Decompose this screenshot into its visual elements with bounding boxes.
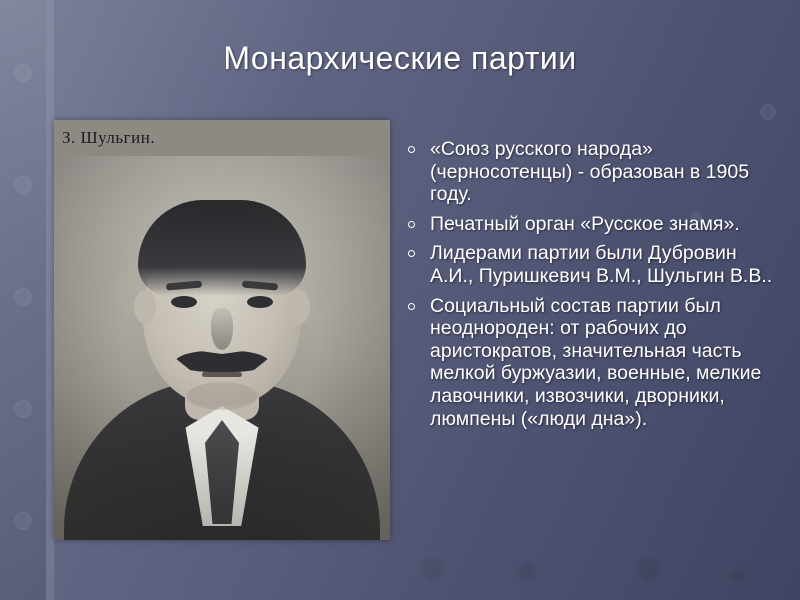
decorative-dot [14,512,32,530]
bullet-text: Лидерами партии были Дубровин А.И., Пуришкевич В.М., Шульгин В.В.. [430,242,773,288]
decorative-dot [516,560,538,582]
decorative-dot [760,104,776,120]
decorative-dot [420,556,446,582]
bullet-item [404,138,776,206]
bullet-list [404,138,776,437]
bullet-marker-icon [408,303,415,310]
bullet-text: Социальный состав партии был неоднороден: от рабочих до аристократов, значительная часть мелкой буржуазии, военные, мелкие лавочники, извозчики, дворники, люмпены («люди дна»). [430,294,762,430]
decorative-dot [14,176,32,194]
decorative-left-band-highlight [46,0,54,600]
bullet-text: Печатный орган «Русское знамя». [430,212,740,235]
bullet-marker-icon [408,146,415,153]
bullet-marker-icon [408,250,415,257]
portrait-image [54,120,390,540]
bullet-item [404,242,776,287]
bullet-item [404,213,776,236]
portrait-caption: З. Шульгин. [62,128,156,147]
bullet-marker-icon [408,221,415,228]
slide-title: Монархические партии [223,40,577,76]
decorative-dot [14,288,32,306]
bullet-text: «Союз русского народа» (черносотенцы) - образован в 1905 году. [430,138,750,206]
bullet-item [404,295,776,431]
decorative-dot [636,556,662,582]
decorative-dot [728,566,748,586]
portrait-engraving [54,156,390,540]
portrait-vignette [54,156,390,540]
decorative-dot [14,400,32,418]
